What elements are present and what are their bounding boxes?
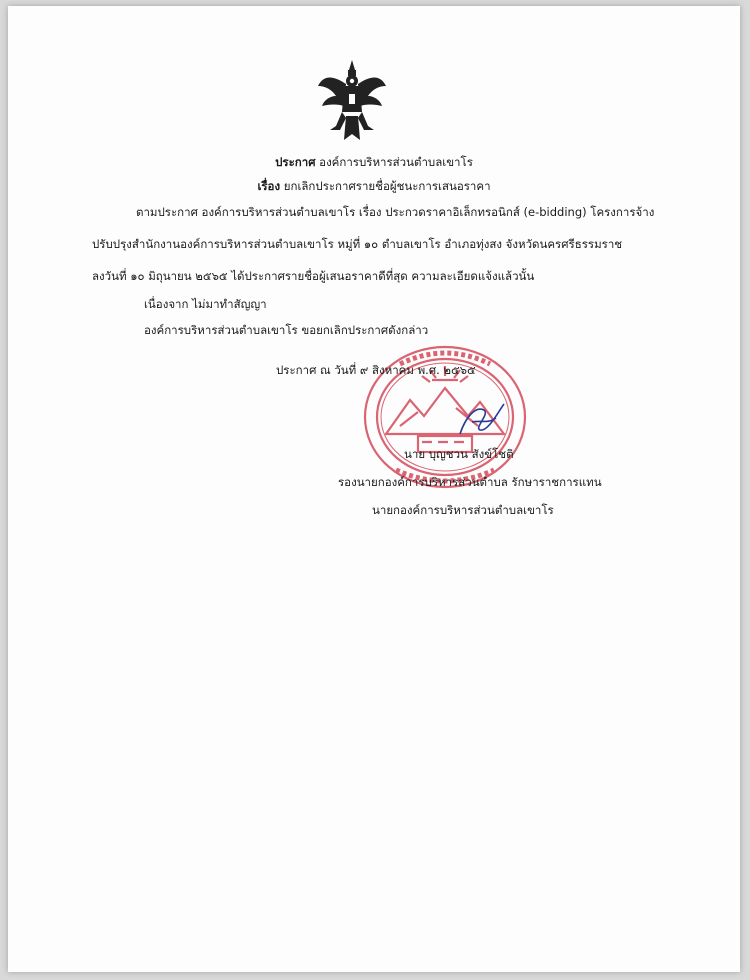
title-label: ประกาศ [275, 155, 316, 169]
signer-position-1: รองนายกองค์การบริหารส่วนตำบล รักษาราชการแทน [338, 475, 602, 489]
reason-line: เนื่องจาก ไม่มาทำสัญญา [144, 297, 267, 311]
garuda-emblem-icon [316, 56, 388, 146]
signer-position-2: นายกองค์การบริหารส่วนตำบลเขาโร [372, 503, 554, 517]
handwritten-signature-icon [454, 396, 510, 442]
body-line-2: ปรับปรุงสำนักงานองค์การบริหารส่วนตำบลเขาโร หมู่ที่ ๑๐ ตำบลเขาโร อำเภอทุ่งสง จังหวัดนครศรีธรรมราช [92, 237, 623, 251]
title-org: องค์การบริหารส่วนตำบลเขาโร [319, 155, 473, 169]
body-line-1: ตามประกาศ องค์การบริหารส่วนตำบลเขาโร เรื่อง ประกวดราคาอิเล็กทรอนิกส์ (e-bidding) โครงการจ้าง [136, 205, 655, 219]
subject-line [8, 178, 740, 194]
document-page [8, 6, 740, 972]
signer-name: นาย บุญชวน สังข์โชติ [404, 447, 514, 461]
date-line: ประกาศ ณ วันที่ ๙ สิงหาคม พ.ศ. ๒๕๖๕ [276, 363, 476, 377]
title-line [8, 154, 740, 170]
subject-label: เรื่อง [257, 179, 281, 193]
cancel-line: องค์การบริหารส่วนตำบลเขาโร ขอยกเลิกประกาศดังกล่าว [144, 323, 429, 337]
subject-text: ยกเลิกประกาศรายชื่อผู้ชนะการเสนอราคา [283, 179, 491, 193]
body-line-3: ลงวันที่ ๑๐ มิถุนายน ๒๕๖๕ ได้ประกาศรายชื่อผู้เสนอราคาดีที่สุด ความละเอียดแจ้งแล้วนั้น [92, 269, 535, 283]
